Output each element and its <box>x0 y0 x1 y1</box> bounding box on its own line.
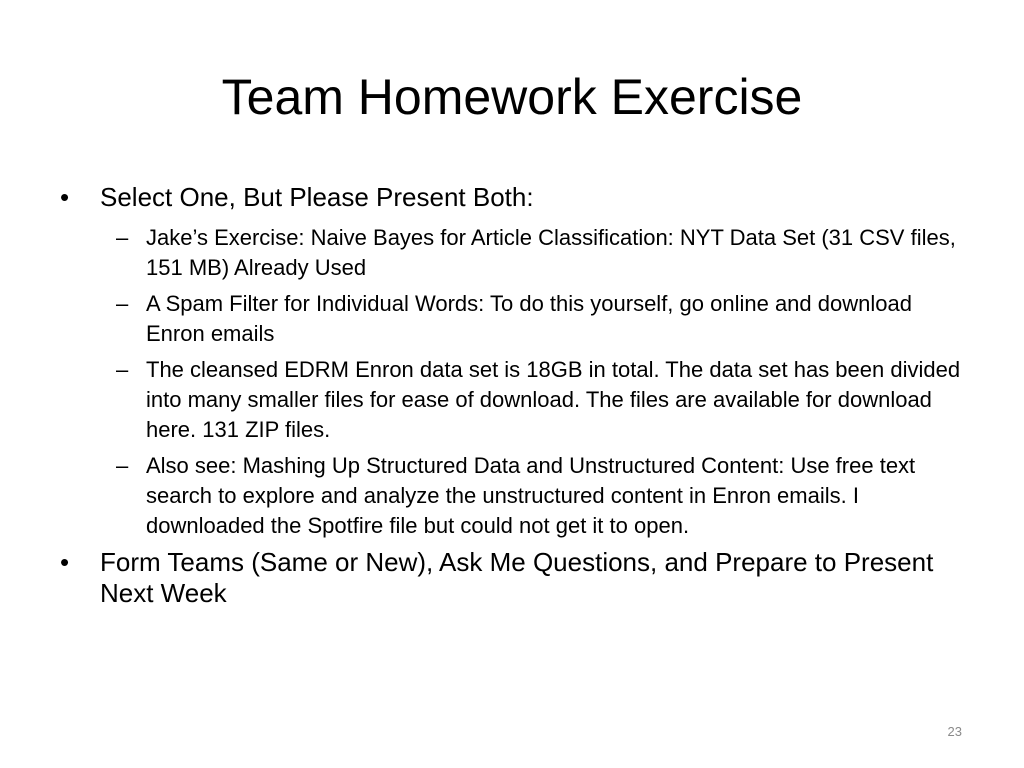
sub-bullet-edrm-enron <box>56 355 976 445</box>
bullet-marker: • <box>60 547 70 577</box>
dash-marker: – <box>116 225 129 250</box>
dash-marker: – <box>116 453 129 478</box>
dash-marker: – <box>116 357 129 382</box>
bullet-form-teams <box>56 547 976 609</box>
bullet-text: Form Teams (Same or New), Ask Me Questions, and Prepare to Present Next Week <box>100 547 934 608</box>
sub-bullet-text: The cleansed EDRM Enron data set is 18GB in total. The data set has been divided into many smaller files for ease of download. The files are available for download here. 131 ZIP files. <box>146 357 961 442</box>
page-number: 23 <box>947 724 962 739</box>
slide-title: Team Homework Exercise <box>221 69 803 125</box>
bullet-select-one <box>56 182 976 213</box>
sub-bullet-text: Also see: Mashing Up Structured Data and Unstructured Content: Use free text search to explore and analyze the unstructured content in Enron emails. I downloaded the Spotfire file but could not get it to open. <box>146 453 916 538</box>
bullet-text: Select One, But Please Present Both: <box>100 182 534 212</box>
sub-bullet-text: A Spam Filter for Individual Words: To do this yourself, go online and download Enron emails <box>146 291 912 346</box>
sub-bullet-spam-filter <box>56 289 976 349</box>
dash-marker: – <box>116 291 129 316</box>
sub-bullet-jakes-exercise <box>56 223 976 283</box>
bullet-marker: • <box>60 182 70 212</box>
sub-bullet-also-see <box>56 451 976 541</box>
sub-bullet-list <box>56 223 976 541</box>
sub-bullet-text: Jake’s Exercise: Naive Bayes for Article Classification: NYT Data Set (31 CSV files, 151 MB) Already Used <box>146 225 956 280</box>
slide-content <box>56 182 976 615</box>
